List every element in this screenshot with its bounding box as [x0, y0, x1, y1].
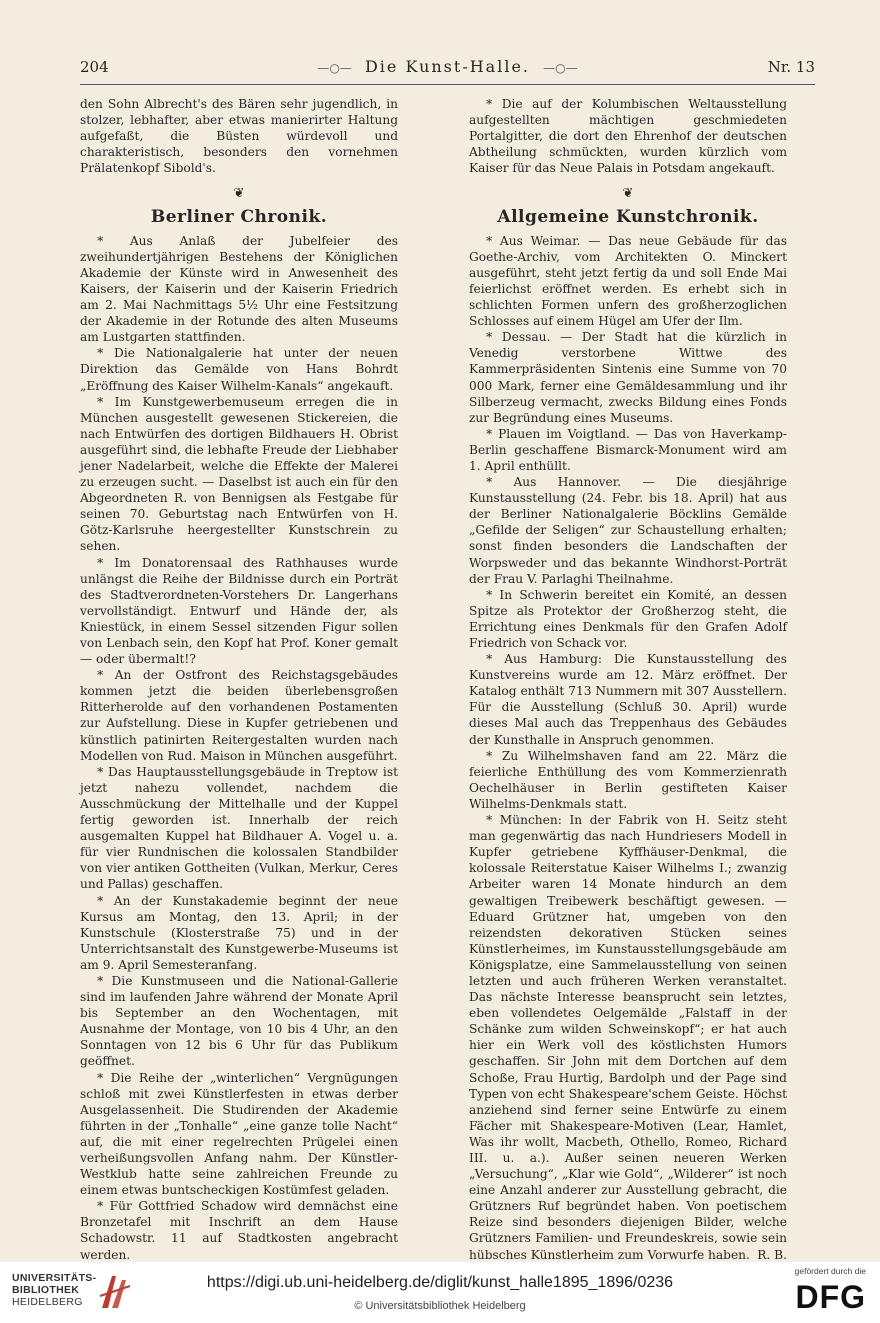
- article-paragraph: * Aus Weimar. — Das neue Gebäude für das Goethe-Archiv, vom Architekten O. Minckert ausgeführt, steht jetzt fertig da und soll Ende Mai feierlichst eröffnet werden. Es erhebt sich in schlichten Formen unfern des großherzoglichen Schlosses auf einem Hügel am Ufer der Ilm.: [469, 233, 787, 329]
- article-paragraph: * Die Nationalgalerie hat unter der neuen Direktion das Gemälde von Hans Bohrdt „Eröffnung des Kaiser Wilhelm-Kanals“ angekauft.: [80, 346, 398, 393]
- right-intro-paragraph: * Die auf der Kolumbischen Weltausstellung aufgestellten mächtigen geschmiedeten Portalgitter, die dort den Ehrenhof der deutschen Abtheilung schmückten, wurden kürzlich vom Kaiser für das Neue Palais in Potsdam angekauft.: [469, 97, 787, 176]
- funder-note: gefördert durch die: [794, 1266, 866, 1276]
- article-paragraph: * Die Kunstmuseen und die National-Gallerie sind im laufenden Jahre während der Monate April bis September an den Wochentagen, mit Ausnahme der Montage, von 10 bis 4 Uhr, an den Sonntagen von 12 bis 6 Uhr für das Publikum geöffnet.: [80, 973, 398, 1069]
- section-heading-berliner-chronik: Berliner Chronik.: [150, 206, 328, 227]
- library-line-2: BIBLIOTHEK: [12, 1284, 80, 1296]
- issue-number: Nr. 13: [767, 58, 815, 76]
- running-title-text: Die Kunst-Halle.: [364, 57, 531, 76]
- article-paragraph: * Aus Anlaß der Jubelfeier des zweihundertjährigen Bestehens der Königlichen Akademie der Künste wird in Anwesenheit des Kaisers, der Kaiserin und der Kaiserin Friedrich am 2. Mai Nachmittags 5½ Uhr eine Festsitzung der Akademie in der Rotunde des alten Museums am Lustgarten stattfinden.: [80, 233, 398, 345]
- page-header: [80, 56, 815, 80]
- author-signature: R. B.: [757, 1247, 787, 1262]
- left-ornament-icon: —○—: [317, 61, 352, 75]
- permalink-link[interactable]: https://digi.ub.uni-heidelberg.de/diglit/kunst_halle1895_1896/0236: [206, 1274, 674, 1291]
- article-paragraph: * An der Ostfront des Reichstagsgebäudes kommen jetzt die beiden überlebensgroßen Ritterherolde auf den vorhandenen Postamenten zur Aufstellung. Diese in Kupfer getriebenen und künstlich patinirten Reitergestalten wurden nach Modellen von Rud. Maison in München ausgeführt.: [80, 668, 398, 763]
- article-paragraph: * Im Kunstgewerbemuseum erregen die in München ausgestellt gewesenen Stickereien, die nach Entwürfen des dortigen Bildhauers H. Obrist ausgeführt sind, die lebhafte Freude der Liebhaber jener Nadelarbeit, welche die Effekte der Malerei zu erzeugen sucht. — Daselbst ist auch ein für den Abgeordneten R. von Bennigsen als Festgabe für seinen 70. Geburtstag nach Entwürfen von H. Götz-Karlsruhe heergestellter Kunstschrein zu sehen.: [80, 394, 398, 554]
- section-heading-allgemeine-kunstchronik: Allgemeine Kunstchronik.: [497, 206, 759, 227]
- dfg-wordmark: DFG: [795, 1279, 866, 1315]
- article-paragraph: * Aus Hamburg: Die Kunstausstellung des Kunstvereins wurde am 12. März eröffnet. Der Katalog enthält 713 Nummern mit 307 Ausstellern. Für die Ausstellung (Schluß 30. April) wurde dieses Mal auch das Treppenhaus des Gebäudes der Kunsthalle in Anspruch genommen.: [469, 652, 787, 747]
- article-paragraph: * Plauen im Voigtland. — Das von Haverkamp-Berlin geschaffene Bismarck-Monument wird am 1. April enthüllt.: [469, 426, 787, 473]
- library-line-3: HEIDELBERG: [12, 1296, 83, 1308]
- article-paragraph: * Zu Wilhelmshaven fand am 22. März die feierliche Enthüllung des vom Kommerzienrath Oechelhäuser in Berlin gestifteten Kaiser Wilhelms-Denkmals statt.: [469, 748, 787, 811]
- article-paragraph: * Aus Hannover. — Die diesjährige Kunstausstellung (24. Febr. bis 18. April) hat aus der Berliner Nationalgalerie Böcklins Gemälde „Gefilde der Seligen“ zur Schaustellung erhalten; sonst finden besonders die Landschaften der Worpsweder und das bekannte Windhorst-Porträt der Frau V. Parlaghi Theilnahme.: [469, 475, 787, 586]
- dfg-logo[interactable]: [762, 1266, 866, 1318]
- page-number: 204: [80, 58, 109, 76]
- left-intro-paragraph: den Sohn Albrecht's des Bären sehr jugendlich, in stolzer, lebhafter, aber etwas manierirter Haltung aufgefaßt, die Büsten würdevoll und charakteristisch, besonders den vornehmen Prälatenkopf Sibold's.: [80, 97, 398, 176]
- article-paragraph: * Dessau. — Der Stadt hat die kürzlich in Venedig verstorbene Wittwe des Kammerpräsidenten Sintenis eine Summe von 70 000 Mark, ferner eine Gemäldesammlung und ihr Silberzeug vermacht, zwecks Bildung eines Fonds zur Begründung eines Museums.: [469, 330, 787, 425]
- library-line-1: UNIVERSITÄTS-: [12, 1272, 97, 1284]
- article-paragraph: * An der Kunstakademie beginnt der neue Kursus am Montag, den 13. April; in der Kunstschule (Klosterstraße 75) und in der Unterrichtsanstalt des Kunstgewerbe-Museums ist am 9. April Semesteranfang.: [80, 893, 398, 972]
- viewer-footer: [0, 1262, 880, 1323]
- copyright-notice: © Universitätsbibliothek Heidelberg: [354, 1300, 526, 1312]
- library-name: [12, 1272, 96, 1308]
- article-paragraph: * Für Gottfried Schadow wird demnächst eine Bronzetafel mit Inschrift an dem Hause Schadowstr. 11 auf Stadtkosten angebracht werden.: [80, 1199, 398, 1262]
- article-paragraph: * Im Donatorensaal des Rathhauses wurde unlängst die Reihe der Bildnisse durch ein Porträt des Stadtverordneten-Vorstehers Dr. Langerhans vervollständigt. Entwurf und Hände der, als Kniestück, in einem Sessel sitzenden Figur sollen von Lenbach sein, den Kopf hat Prof. Koner gemalt — oder übermalt!?: [80, 555, 398, 667]
- fleuron-icon: ❦: [622, 186, 634, 202]
- left-column: [80, 96, 398, 1263]
- article-paragraph: * München: In der Fabrik von H. Seitz steht man gegenwärtig das nach Hundriesers Modell in Kupfer getriebene Kyffhäuser-Denkmal, die kolossale Reiterstatue Kaiser Wilhelms I.; zwanzig Arbeiter waren 14 Monate hindurch an dem gewaltigen Treibewerk beschäftigt gewesen. — Eduard Grützner hat, umgeben von den reizendsten dekorativen Stücken seines Künstlerheimes, im Kunstausstellungsgebäude am Königsplatze, eine Sammelausstellung von seinen letzten und auch früheren Werken veranstaltet. Das nächste Interesse beansprucht sein letztes, eben vollendetes Oelgemälde „Falstaff in der Schänke zum wilden Schweinskopf“; er hat auch hier ein Werk voll des köstlichsten Humors geschaffen. Sir John mit dem Dortchen auf dem Schoße, Frau Hurtig, Bardolph und der Page sind Typen von echt Shakespeare'schem Geiste. Höchst anziehend sind ferner seine Entwürfe zu einem Fächer mit Shakespeare-Motiven (Lear, Hamlet, Was ihr wollt, Macbeth, Othello, Romeo, Richard III. u. a.). Außer seinen neueren Werken „Versuchung“, „Klar wie Gold“, „Wilderer“ ist noch eine Anzahl anderer zur Ausstellung gebracht, die Grützners Ruf begründet haben. Von poetischem Reize sind besonders diejenigen Bilder, welche Grützners Familien- und Freundeskreis, sowie sein hübsches Künstlerheim zum Vorwurfe haben.: [469, 813, 787, 1262]
- library-logo[interactable]: [12, 1270, 162, 1316]
- header-rule: [80, 84, 815, 85]
- article-paragraph: * In Schwerin bereitet ein Komité, an dessen Spitze als Protektor der Großherzog steht, die Errichtung eines Denkmals für den Grafen Adolf Friedrich von Schack vor.: [469, 587, 787, 650]
- running-title: [80, 57, 815, 76]
- article-paragraph: * Die Reihe der „winterlichen“ Vergnügungen schloß mit zwei Künstlerfesten in etwas derber Ausgelassenheit. Die Studirenden der Akademie führten in der „Tonhalle“ „eine ganze tolle Nacht“ auf, die mit einer regelrechten Prügelei einen verheißungsvollen Anfang nahm. Der Künstler-Westklub hatte seine zahlreichen Freunde zu einem etwas buntscheckigen Kostümfest geladen.: [80, 1070, 398, 1198]
- fleuron-icon: ❦: [233, 186, 245, 202]
- right-column: [469, 96, 787, 1263]
- library-emblem-icon: [98, 1272, 132, 1312]
- right-ornament-icon: —○—: [543, 61, 578, 75]
- article-paragraph: * Das Hauptausstellungsgebäude in Treptow ist jetzt nahezu vollendet, nachdem die Ausschmückung der Mittelhalle und der Kuppel fertig geworden ist. Innerhalb der reich ausgemalten Kuppel hat Bildhauer A. Vogel u. a. für vier Rundnischen die kolossalen Standbilder von vier antiken Gottheiten (Vulkan, Merkur, Ceres und Pallas) geschaffen.: [80, 764, 398, 892]
